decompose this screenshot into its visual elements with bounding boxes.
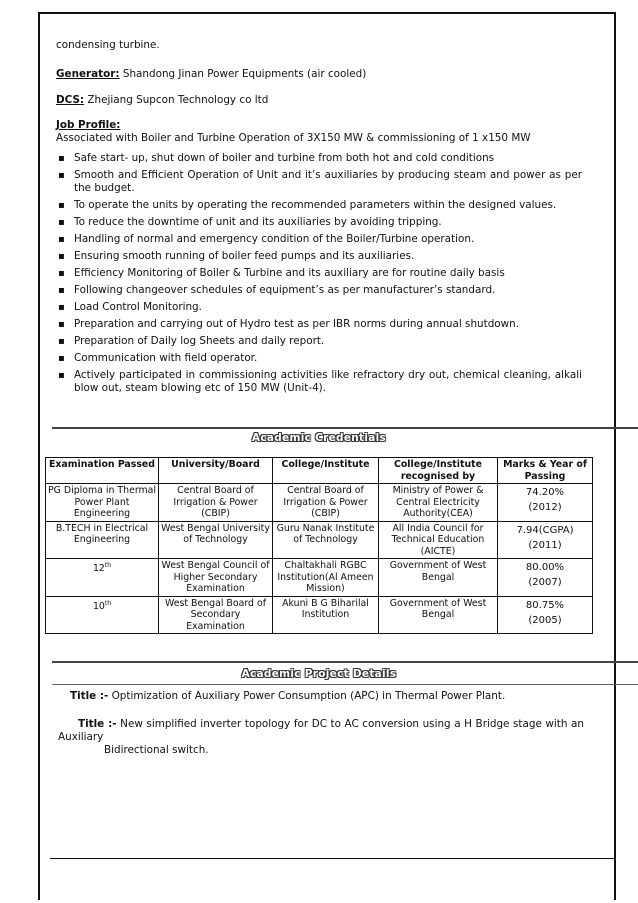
cell-exam-text: PG Diploma in Thermal Power Plant Engineering bbox=[48, 485, 157, 519]
cell-year-text: (2012) bbox=[528, 502, 562, 513]
cell-college-text: Chaltakhali RGBC Institution(Al Ameen Mission) bbox=[277, 560, 374, 594]
job-profile-item: ▪ Load Control Monitoring. bbox=[56, 301, 582, 314]
job-profile-title: Job Profile: bbox=[56, 119, 121, 131]
cell-recognised-text: Government of West Bengal bbox=[389, 597, 487, 620]
cell-university-text: West Bengal Board of Secondary Examination bbox=[164, 597, 267, 632]
job-profile-item: ▪ Handling of normal and emergency condition of the Boiler/Turbine operation. bbox=[56, 233, 582, 246]
cell-marks-text: 80.75% bbox=[525, 599, 565, 611]
cell-exam-text: 10 bbox=[92, 600, 105, 612]
project-2-label: Title :- bbox=[78, 718, 117, 730]
cell-university-text: West Bengal University of Technology bbox=[161, 522, 270, 545]
cell-exam bbox=[46, 521, 159, 559]
cell-university bbox=[159, 596, 273, 634]
cell-marks-text: 74.20% bbox=[525, 487, 565, 498]
section-divider bbox=[52, 427, 638, 429]
generator-value: Shandong Jinan Power Equipments (air cooled) bbox=[122, 68, 367, 80]
cell-exam bbox=[46, 484, 159, 522]
cell-college bbox=[273, 484, 379, 522]
cell-recognised-text: Government of West Bengal bbox=[389, 560, 487, 583]
cell-college bbox=[273, 521, 379, 559]
academic-table bbox=[45, 457, 593, 634]
cell-university-text: Central Board of Irrigation & Power (CBIP) bbox=[173, 485, 258, 519]
cell-marks bbox=[498, 484, 593, 522]
cell-marks bbox=[498, 596, 593, 634]
project-1 bbox=[70, 690, 505, 702]
cell-year-text: (2005) bbox=[528, 614, 562, 626]
header-college: College/Institute bbox=[273, 458, 379, 484]
job-profile-item: ▪ Following changeover schedules of equipment’s as per manufacturer’s standard. bbox=[56, 284, 582, 297]
cell-college-text: Central Board of Irrigation & Power (CBIP) bbox=[283, 485, 368, 519]
project-1-text: Optimization of Auxiliary Power Consumption (APC) in Thermal Power Plant. bbox=[111, 690, 506, 702]
cell-marks bbox=[498, 559, 593, 597]
cell-recognised bbox=[379, 596, 498, 634]
cell-university bbox=[159, 521, 273, 559]
cell-exam-sup: th bbox=[104, 599, 112, 607]
dcs-label: DCS: bbox=[56, 94, 85, 106]
header-marks: Marks & Year of Passing bbox=[498, 458, 593, 484]
cell-recognised-text: Ministry of Power & Central Electricity Authority(CEA) bbox=[392, 485, 484, 519]
cell-exam bbox=[46, 596, 159, 634]
cell-marks bbox=[498, 521, 593, 559]
dcs-line bbox=[56, 94, 268, 107]
project-2-continuation: Bidirectional switch. bbox=[104, 744, 209, 756]
cell-college-text: Guru Nanak Institute of Technology bbox=[276, 522, 375, 545]
cell-year-text: (2011) bbox=[528, 539, 562, 551]
generator-line bbox=[56, 68, 366, 81]
cell-marks-text: 7.94(CGPA) bbox=[516, 524, 574, 536]
generator-label: Generator: bbox=[56, 68, 120, 80]
job-profile-item: ▪ Ensuring smooth running of boiler feed pumps and its auxiliaries. bbox=[56, 250, 582, 263]
cell-university bbox=[159, 484, 273, 522]
cell-university-text: West Bengal Council of Higher Secondary Examination bbox=[161, 560, 270, 594]
cell-year-text: (2007) bbox=[528, 577, 562, 588]
table-row bbox=[46, 559, 593, 597]
header-university: University/Board bbox=[159, 458, 273, 484]
cell-university bbox=[159, 559, 273, 597]
cell-recognised-text: All India Council for Technical Education (AICTE) bbox=[391, 522, 485, 557]
top-line: condensing turbine. bbox=[56, 39, 160, 51]
cell-exam-text: 12 bbox=[92, 563, 105, 575]
header-exam: Examination Passed bbox=[46, 458, 159, 484]
dcs-value: Zhejiang Supcon Technology co ltd bbox=[87, 94, 269, 106]
cell-recognised bbox=[379, 484, 498, 522]
header-recognised: College/Institute recognised by bbox=[379, 458, 498, 484]
page-border bbox=[38, 12, 616, 900]
job-profile-item: ▪ Safe start- up, shut down of boiler and turbine from both hot and cold conditions bbox=[56, 152, 582, 165]
page-bottom-rule bbox=[50, 858, 616, 859]
project-2 bbox=[58, 718, 584, 757]
job-profile-item: ▪ To operate the units by operating the recommended parameters within the designed values. bbox=[56, 199, 582, 212]
table-row bbox=[46, 521, 593, 559]
job-profile-list bbox=[56, 152, 582, 399]
cell-college bbox=[273, 559, 379, 597]
academic-credentials-title: Academic Credentials bbox=[251, 432, 387, 444]
project-1-label: Title :- bbox=[70, 690, 109, 702]
job-profile-item: ▪ Actively participated in commissioning activities like refractory dry out, chemical cleaning, alkali blow out, steam blowing etc of 150 MW (Unit-4). bbox=[56, 369, 582, 395]
project-2-text: New simplified inverter topology for DC to AC conversion using a H Bridge stage with an Auxiliary bbox=[58, 718, 584, 743]
section-divider-2 bbox=[52, 661, 638, 663]
job-profile-intro: Associated with Boiler and Turbine Operation of 3X150 MW & commissioning of 1 x150 MW bbox=[56, 132, 531, 144]
job-profile-item: ▪ To reduce the downtime of unit and its auxiliaries by avoiding tripping. bbox=[56, 216, 582, 229]
cell-exam-text: B.TECH in Electrical Engineering bbox=[55, 522, 149, 545]
cell-exam bbox=[46, 559, 159, 597]
cell-college-text: Akuni B G Biharilal Institution bbox=[282, 597, 369, 620]
job-profile-item: ▪ Communication with field operator. bbox=[56, 352, 582, 365]
cell-exam-sup: th bbox=[104, 562, 112, 569]
table-header-row bbox=[46, 458, 593, 484]
cell-recognised bbox=[379, 559, 498, 597]
job-profile-item: ▪ Preparation and carrying out of Hydro test as per IBR norms during annual shutdown. bbox=[56, 318, 582, 331]
cell-marks-text: 80.00% bbox=[525, 562, 565, 573]
table-row bbox=[46, 596, 593, 634]
job-profile-item: ▪ Preparation of Daily log Sheets and daily report. bbox=[56, 335, 582, 348]
job-profile-item: ▪ Efficiency Monitoring of Boiler & Turbine and its auxiliary are for routine daily basis bbox=[56, 267, 582, 280]
job-profile-item: ▪ Smooth and Efficient Operation of Unit and it’s auxiliaries by producing steam and power as per the budget. bbox=[56, 169, 582, 195]
section-divider-3 bbox=[52, 684, 638, 685]
table-row bbox=[46, 484, 593, 522]
cell-recognised bbox=[379, 521, 498, 559]
academic-projects-title: Academic Project Details bbox=[241, 668, 397, 680]
cell-college bbox=[273, 596, 379, 634]
